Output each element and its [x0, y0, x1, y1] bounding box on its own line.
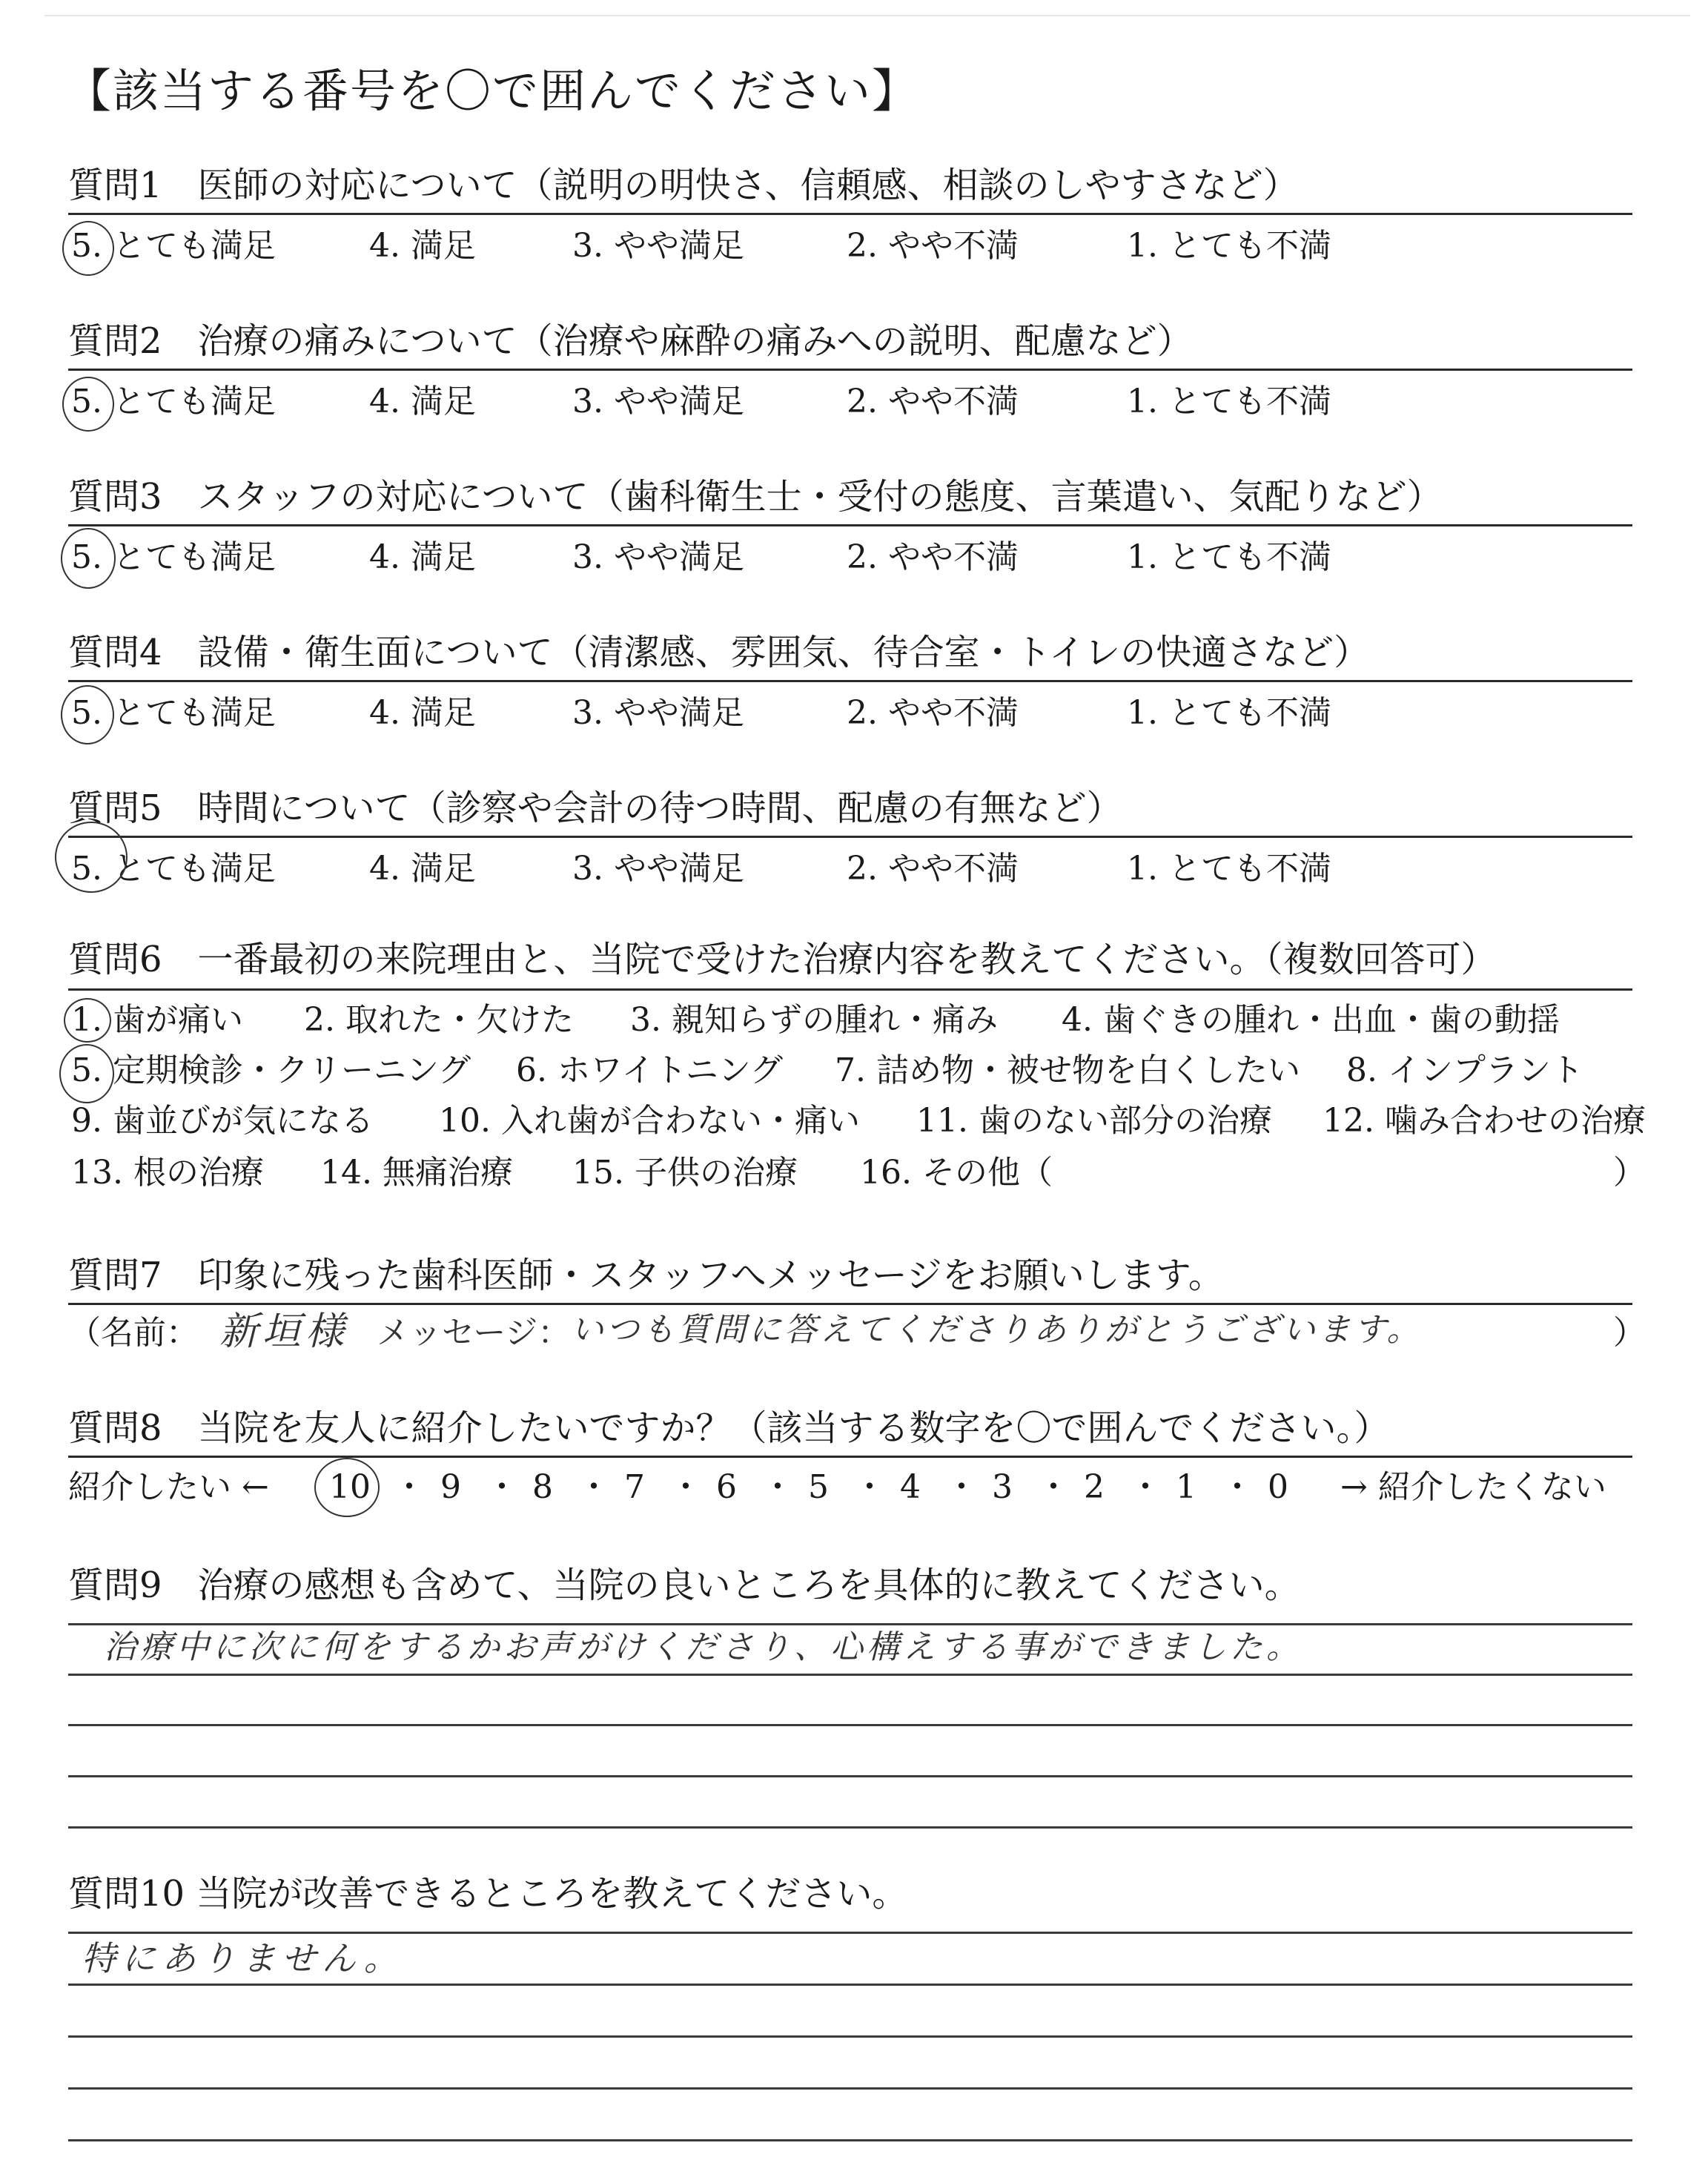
- q5-option-5[interactable]: 5. とても満足: [71, 850, 276, 888]
- q8-score-2[interactable]: 2: [1084, 1468, 1105, 1506]
- q8-dot: ・: [486, 1468, 518, 1506]
- q8-score-8[interactable]: 8: [532, 1468, 553, 1506]
- q5-option-1[interactable]: 1. とても不満: [1127, 850, 1331, 888]
- q9-writing-line: [68, 1724, 1632, 1726]
- scan-edge: [44, 15, 1690, 16]
- q5-option-2[interactable]: 2. やや不満: [847, 850, 1019, 888]
- q6-option-15[interactable]: 15. 子供の治療: [572, 1154, 798, 1192]
- q10-writing-line: [68, 2035, 1632, 2038]
- q6-option-16[interactable]: 16. その他（: [860, 1154, 1053, 1192]
- question-4-rule: [68, 680, 1632, 682]
- form-title: 【該当する番号を〇で囲んでください】: [65, 64, 920, 118]
- question-1-title: 質問1 医師の対応について（説明の明快さ、信頼感、相談のしやすさなど）: [68, 165, 1299, 206]
- q1-option-5[interactable]: 5. とても満足: [71, 227, 276, 265]
- q8-dot: ・: [853, 1468, 886, 1506]
- q1-option-3[interactable]: 3. やや満足: [572, 227, 744, 265]
- q8-dot: ・: [1221, 1468, 1254, 1506]
- question-8-title: 質問8 当院を友人に紹介したいですか？（該当する数字を〇で囲んでください。）: [68, 1407, 1390, 1449]
- q8-score-9[interactable]: 9: [440, 1468, 461, 1506]
- q2-option-5[interactable]: 5. とても満足: [71, 383, 276, 420]
- q8-score-5[interactable]: 5: [808, 1468, 829, 1506]
- question-1-rule: [68, 213, 1632, 215]
- q6-option-6[interactable]: 6. ホワイトニング: [516, 1051, 784, 1089]
- q9-answer[interactable]: 治療中に次に何をするかお声がけくださり、心構えする事ができました。: [104, 1628, 1302, 1666]
- q3-option-2[interactable]: 2. やや不満: [847, 538, 1019, 576]
- q2-option-1[interactable]: 1. とても不満: [1127, 383, 1331, 420]
- question-5-title: 質問5 時間について（診察や会計の待つ時間、配慮の有無など）: [68, 787, 1122, 829]
- q6-option-7[interactable]: 7. 詰め物・被せ物を白くしたい: [835, 1051, 1300, 1089]
- q4-selected-circle: [61, 685, 114, 744]
- q7-close-paren: ）: [1613, 1314, 1646, 1352]
- q6-other-close-paren: ）: [1613, 1154, 1646, 1192]
- q3-option-4[interactable]: 4. 満足: [369, 538, 476, 576]
- q4-option-3[interactable]: 3. やや満足: [572, 694, 744, 732]
- q8-score-7[interactable]: 7: [624, 1468, 645, 1506]
- question-4-title: 質問4 設備・衛生面について（清潔感、雰囲気、待合室・トイレの快適さなど）: [68, 632, 1370, 673]
- q6-selected-circle-1: [64, 998, 111, 1043]
- question-2-title: 質問2 治療の痛みについて（治療や麻酔の痛みへの説明、配慮など）: [68, 320, 1193, 362]
- q8-score-4[interactable]: 4: [900, 1468, 921, 1506]
- q3-option-1[interactable]: 1. とても不満: [1127, 538, 1331, 576]
- q8-dot: ・: [669, 1468, 702, 1506]
- q8-score-0[interactable]: 0: [1268, 1468, 1288, 1506]
- q6-option-2[interactable]: 2. 取れた・欠けた: [304, 1001, 574, 1039]
- question-7-title: 質問7 印象に残った歯科医師・スタッフへメッセージをお願いします。: [68, 1255, 1224, 1296]
- q1-option-4[interactable]: 4. 満足: [369, 227, 476, 265]
- q8-dot: ・: [761, 1468, 794, 1506]
- q2-option-2[interactable]: 2. やや不満: [847, 383, 1019, 420]
- q1-option-1[interactable]: 1. とても不満: [1127, 227, 1331, 265]
- q9-writing-line: [68, 1826, 1632, 1829]
- q6-option-3[interactable]: 3. 親知らずの腫れ・痛み: [630, 1001, 998, 1039]
- q6-selected-circle-5: [59, 1044, 114, 1103]
- q6-option-9[interactable]: 9. 歯並びが気になる: [71, 1102, 374, 1140]
- question-3-rule: [68, 524, 1632, 526]
- q8-score-3[interactable]: 3: [992, 1468, 1013, 1506]
- q6-option-4[interactable]: 4. 歯ぐきの腫れ・出血・歯の動揺: [1062, 1001, 1560, 1039]
- q5-option-3[interactable]: 3. やや満足: [572, 850, 744, 888]
- question-8-rule: [68, 1456, 1632, 1458]
- q6-option-13[interactable]: 13. 根の治療: [71, 1154, 264, 1192]
- q1-option-2[interactable]: 2. やや不満: [847, 227, 1019, 265]
- q2-option-4[interactable]: 4. 満足: [369, 383, 476, 420]
- q4-option-2[interactable]: 2. やや不満: [847, 694, 1019, 732]
- q5-selected-circle: [55, 822, 128, 893]
- q6-option-8[interactable]: 8. インプラント: [1346, 1051, 1583, 1089]
- q8-right-label: → 紹介したくない: [1340, 1468, 1606, 1506]
- q5-option-4[interactable]: 4. 満足: [369, 850, 476, 888]
- q3-option-5[interactable]: 5. とても満足: [71, 538, 276, 576]
- q8-dot: ・: [945, 1468, 978, 1506]
- q6-option-5[interactable]: 5. 定期検診・クリーニング: [71, 1051, 471, 1089]
- q2-option-3[interactable]: 3. やや満足: [572, 383, 744, 420]
- q8-score-1[interactable]: 1: [1176, 1468, 1196, 1506]
- q6-option-10[interactable]: 10. 入れ歯が合わない・痛い: [439, 1102, 860, 1140]
- q3-option-3[interactable]: 3. やや満足: [572, 538, 744, 576]
- q10-writing-line: [68, 1932, 1632, 1934]
- q6-option-12[interactable]: 12. 噛み合わせの治療: [1323, 1102, 1646, 1140]
- q2-selected-circle: [62, 377, 114, 432]
- q7-name-label: （名前：: [68, 1314, 199, 1352]
- q1-selected-circle: [62, 221, 114, 276]
- q6-option-14[interactable]: 14. 無痛治療: [320, 1154, 513, 1192]
- q8-dot: ・: [1037, 1468, 1070, 1506]
- q6-option-1[interactable]: 1. 歯が痛い: [71, 1001, 243, 1039]
- q10-writing-line: [68, 2087, 1632, 2090]
- q10-writing-line: [68, 2139, 1632, 2141]
- question-6-title: 質問6 一番最初の来院理由と、当院で受けた治療内容を教えてください。（複数回答可）: [68, 939, 1497, 980]
- q4-option-1[interactable]: 1. とても不満: [1127, 694, 1331, 732]
- q8-dot: ・: [1129, 1468, 1162, 1506]
- question-3-title: 質問3 スタッフの対応について（歯科衛生士・受付の態度、言葉遣い、気配りなど）: [68, 476, 1443, 518]
- q7-name-value[interactable]: 新垣様: [219, 1309, 349, 1354]
- q9-writing-line: [68, 1775, 1632, 1777]
- q10-writing-line: [68, 1984, 1632, 1986]
- question-5-rule: [68, 836, 1632, 838]
- q10-answer[interactable]: 特にありません。: [82, 1938, 404, 1978]
- q8-dot: ・: [393, 1468, 426, 1506]
- q8-score-6[interactable]: 6: [716, 1468, 737, 1506]
- q9-writing-line: [68, 1623, 1632, 1625]
- q9-writing-line: [68, 1674, 1632, 1676]
- question-6-rule: [68, 988, 1632, 991]
- q4-option-5[interactable]: 5. とても満足: [71, 694, 276, 732]
- q3-selected-circle: [61, 528, 116, 589]
- q7-message-label: メッセージ：: [377, 1314, 571, 1352]
- q7-message-value[interactable]: いつも質問に答えてくださりありがとうございます。: [571, 1311, 1423, 1349]
- q8-dot: ・: [577, 1468, 610, 1506]
- q6-option-11[interactable]: 11. 歯のない部分の治療: [916, 1102, 1272, 1140]
- q8-score-10[interactable]: 10: [329, 1468, 371, 1506]
- question-9-title: 質問9 治療の感想も含めて、当院の良いところを具体的に教えてください。: [68, 1565, 1300, 1606]
- q8-left-label: 紹介したい ←: [68, 1468, 269, 1506]
- question-2-rule: [68, 369, 1632, 371]
- q4-option-4[interactable]: 4. 満足: [369, 694, 476, 732]
- question-10-title: 質問10 当院が改善できるところを教えてください。: [68, 1873, 908, 1915]
- q8-selected-circle: [314, 1458, 380, 1517]
- question-7-rule: [68, 1303, 1632, 1305]
